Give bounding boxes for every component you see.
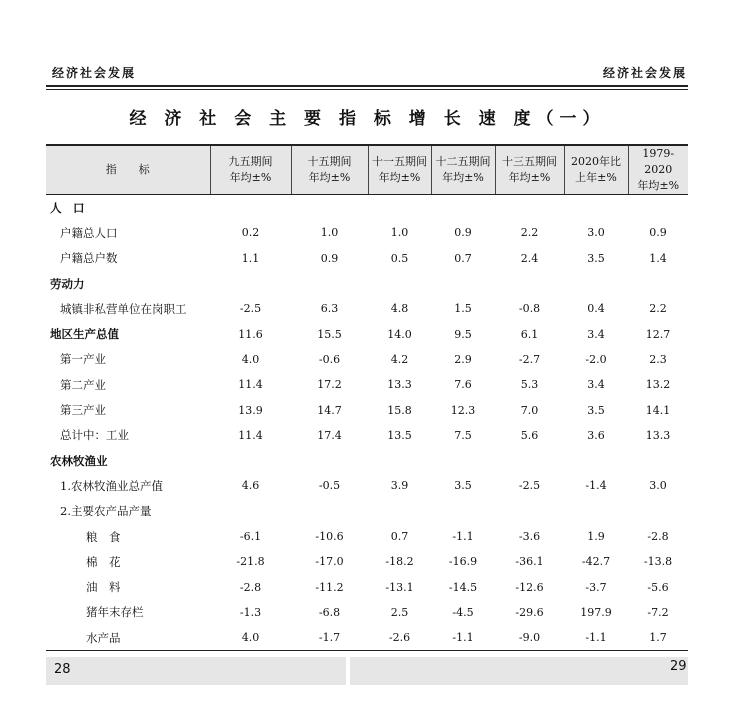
table-row xyxy=(46,448,688,473)
table-cell: 2.3 xyxy=(649,352,667,366)
table-cell: -11.2 xyxy=(315,580,344,594)
table-cell: -13.1 xyxy=(385,580,414,594)
column-header-line: 年均±% xyxy=(229,171,272,184)
table-cell: -7.2 xyxy=(647,605,669,619)
table-cell xyxy=(210,499,291,524)
table-cell: -16.9 xyxy=(448,555,478,569)
table-cell: -2.0 xyxy=(585,352,607,366)
table-cell xyxy=(291,271,368,296)
table-cell: 2.2 xyxy=(649,302,667,316)
header-rule-top xyxy=(46,85,688,87)
table-cell: 13.5 xyxy=(387,428,412,442)
table-cell: -3.7 xyxy=(585,580,607,594)
table-row xyxy=(46,397,688,422)
table-cell xyxy=(368,499,431,524)
column-header-line: 九五期间 xyxy=(228,155,273,168)
table-cell: -1.1 xyxy=(564,625,628,651)
table-row xyxy=(46,549,688,574)
table-cell: 11.4 xyxy=(238,428,263,442)
table-cell: -0.8 xyxy=(518,302,541,316)
table-cell: 4.2 xyxy=(390,352,409,366)
table-cell: -3.6 xyxy=(518,530,541,543)
table-cell: 14.7 xyxy=(317,403,342,417)
row-label: 第二产业 xyxy=(60,377,106,392)
footer-band-right xyxy=(350,657,688,685)
table-cell: -14.5 xyxy=(448,580,478,594)
footer-band-left xyxy=(46,657,346,685)
table-header xyxy=(46,145,688,195)
table-cell: -13.8 xyxy=(643,555,673,569)
table-cell: 2.9 xyxy=(454,352,472,366)
table-cell: 1.7 xyxy=(628,625,688,651)
table-cell: 12.7 xyxy=(645,327,671,341)
indicator-table xyxy=(46,144,688,651)
table-cell: 13.9 xyxy=(238,403,263,417)
table-cell: 9.5 xyxy=(454,327,472,341)
table-cell: -17.0 xyxy=(315,555,344,569)
table-cell: 1.1 xyxy=(241,251,260,265)
table-row xyxy=(46,296,688,321)
table-cell: 11.6 xyxy=(238,327,263,341)
table-row xyxy=(46,625,688,651)
table-cell xyxy=(628,271,688,296)
row-label: 水产品 xyxy=(46,625,210,651)
table-cell: 197.9 xyxy=(580,605,612,619)
table-cell: -2.6 xyxy=(368,625,431,651)
table-cell: -2.7 xyxy=(518,352,541,366)
table-cell: -2.5 xyxy=(239,302,262,316)
row-label: 第一产业 xyxy=(60,352,106,367)
table-cell: -21.8 xyxy=(236,555,265,569)
row-label: 户籍总户数 xyxy=(60,251,118,266)
header-rule-bottom xyxy=(46,89,688,90)
table-cell: 2.4 xyxy=(520,251,539,265)
table-cell xyxy=(495,195,564,221)
table-cell: -6.8 xyxy=(318,605,341,619)
table-cell xyxy=(291,195,368,221)
column-header-line: 十一五期间 xyxy=(372,155,427,168)
table-cell xyxy=(210,195,291,221)
table-cell: 2.2 xyxy=(520,226,539,240)
table-cell: 0.9 xyxy=(320,251,339,265)
table-row xyxy=(46,246,688,271)
table-cell xyxy=(495,448,564,473)
table-cell: 6.1 xyxy=(520,327,539,341)
table-row xyxy=(46,574,688,599)
table-cell xyxy=(210,271,291,296)
table-cell: 15.8 xyxy=(387,403,412,417)
table-cell: 3.5 xyxy=(587,251,605,265)
table-cell: -5.6 xyxy=(647,580,669,594)
table-cell: 3.5 xyxy=(587,403,605,417)
table-cell: 0.7 xyxy=(454,251,472,265)
row-label: 第三产业 xyxy=(60,403,106,418)
table-cell: 4.6 xyxy=(241,479,260,493)
column-header-0 xyxy=(46,145,210,195)
table-cell: 2.5 xyxy=(390,605,409,619)
column-header-7 xyxy=(628,145,688,195)
table-cell xyxy=(368,195,431,221)
table-cell: 3.4 xyxy=(587,378,605,392)
table-cell: -1.1 xyxy=(452,530,474,543)
table-cell: -6.1 xyxy=(239,530,262,543)
table-cell: 3.0 xyxy=(587,226,605,240)
table-cell xyxy=(291,499,368,524)
column-header-6 xyxy=(564,145,628,195)
table-cell: -42.7 xyxy=(581,555,611,569)
table-row xyxy=(46,524,688,549)
table-cell: 17.2 xyxy=(317,378,342,392)
table-cell: 4.8 xyxy=(390,302,409,316)
table-cell: 3.6 xyxy=(587,428,605,442)
table-row xyxy=(46,347,688,372)
table-cell: -9.0 xyxy=(495,625,564,651)
running-header-right: 经济社会发展 xyxy=(602,66,687,80)
table-cell: 1.9 xyxy=(587,530,605,543)
table-cell: 14.1 xyxy=(645,403,671,417)
table-cell xyxy=(368,271,431,296)
table-cell: 17.4 xyxy=(317,428,342,442)
table-cell: -29.6 xyxy=(515,605,544,619)
table-cell: 1.0 xyxy=(390,226,409,240)
table-cell: -4.5 xyxy=(452,605,474,619)
row-label: 总计中：工业 xyxy=(60,428,129,443)
table-cell xyxy=(564,448,628,473)
row-label: 城镇非私营单位在岗职工 xyxy=(60,301,187,316)
table-cell xyxy=(431,195,495,221)
table-cell: 0.5 xyxy=(390,251,409,265)
table-cell: 0.4 xyxy=(587,302,605,316)
table-cell xyxy=(431,448,495,473)
column-header-2 xyxy=(291,145,368,195)
table-cell: -2.8 xyxy=(647,530,669,543)
column-header-5 xyxy=(495,145,564,195)
table-body xyxy=(46,195,688,651)
table-cell xyxy=(564,271,628,296)
table-cell: -1.1 xyxy=(431,625,495,651)
column-header-line: 1979-2020 xyxy=(642,147,675,176)
column-header-line: 年均±% xyxy=(508,171,551,184)
table-cell: -36.1 xyxy=(515,555,544,569)
table-cell: -12.6 xyxy=(515,580,544,594)
column-header-3 xyxy=(368,145,431,195)
column-header-line: 年均±% xyxy=(442,171,484,184)
header-row xyxy=(46,145,688,195)
table-cell: 5.6 xyxy=(520,428,539,442)
row-label: 地区生产总值 xyxy=(50,327,119,342)
table-cell: 6.3 xyxy=(320,302,339,316)
column-header-line: 十三五期间 xyxy=(502,155,557,168)
column-header-line: 年均±% xyxy=(308,171,351,184)
column-header-line: 年均±% xyxy=(637,179,680,192)
table-cell: 3.9 xyxy=(390,479,409,493)
table-cell: -10.6 xyxy=(315,530,344,543)
table-cell xyxy=(564,195,628,221)
table-cell: -18.2 xyxy=(385,555,414,569)
column-header-line: 2020年比 xyxy=(571,155,621,168)
table-cell: 13.3 xyxy=(387,378,412,392)
row-label: 人 口 xyxy=(50,200,85,215)
table-cell: -2.8 xyxy=(239,580,262,594)
table-cell xyxy=(495,499,564,524)
table-cell: 0.9 xyxy=(454,226,472,240)
table-cell xyxy=(628,195,688,221)
row-label: 棉 花 xyxy=(86,554,121,569)
table-row xyxy=(46,321,688,346)
table-row xyxy=(46,195,688,221)
table-cell: 12.3 xyxy=(450,403,476,417)
table-cell: 13.2 xyxy=(645,378,671,392)
table-cell: 5.3 xyxy=(520,378,539,392)
table-cell: 11.4 xyxy=(238,378,263,392)
row-label: 1.农林牧渔业总产值 xyxy=(60,478,163,493)
table-cell xyxy=(564,499,628,524)
column-header-line: 年均±% xyxy=(378,171,421,184)
row-label: 2.主要农产品产量 xyxy=(60,504,152,519)
table-cell: 3.0 xyxy=(649,479,667,493)
row-label: 油 料 xyxy=(86,580,121,595)
table-title: 经 济 社 会 主 要 指 标 增 长 速 度（一） xyxy=(129,109,606,129)
table-cell: 4.0 xyxy=(241,352,260,366)
table-cell: 14.0 xyxy=(387,327,412,341)
column-header-1 xyxy=(210,145,291,195)
page-number-left: 28 xyxy=(54,662,71,677)
table-cell: 1.5 xyxy=(454,302,472,316)
table-cell: 1.0 xyxy=(320,226,339,240)
table-cell xyxy=(368,448,431,473)
column-header-line: 十五期间 xyxy=(307,155,352,168)
table-cell: -0.5 xyxy=(318,479,341,493)
table-cell: 7.6 xyxy=(454,378,472,392)
row-label: 粮 食 xyxy=(86,529,121,544)
table-cell: 0.7 xyxy=(390,530,409,543)
table-cell: 0.2 xyxy=(241,226,260,240)
table-cell: 4.0 xyxy=(210,625,291,651)
table-cell: 13.3 xyxy=(645,428,671,442)
row-label: 农林牧渔业 xyxy=(50,453,108,468)
column-header-line: 指 标 xyxy=(105,163,150,176)
column-header-line: 上年±% xyxy=(575,171,617,184)
table-cell xyxy=(431,271,495,296)
table-cell: 7.0 xyxy=(520,403,539,417)
table-cell: -1.4 xyxy=(585,479,607,493)
table-cell xyxy=(210,448,291,473)
column-header-line: 十二五期间 xyxy=(435,155,491,168)
table-row xyxy=(46,271,688,296)
table-row xyxy=(46,423,688,448)
table-cell: 1.4 xyxy=(649,251,667,265)
column-header-4 xyxy=(431,145,495,195)
table-cell: 7.5 xyxy=(454,428,472,442)
table-cell: -2.5 xyxy=(518,479,541,493)
running-header-left: 经济社会发展 xyxy=(52,66,137,80)
table-row xyxy=(46,499,688,524)
table-cell xyxy=(495,271,564,296)
table-row xyxy=(46,372,688,397)
table-cell: -1.3 xyxy=(239,605,262,619)
table-cell xyxy=(628,499,688,524)
table-cell: 0.9 xyxy=(649,226,667,240)
table-cell: 3.4 xyxy=(587,327,605,341)
table-cell xyxy=(291,448,368,473)
table-cell: 3.5 xyxy=(454,479,472,493)
table-cell xyxy=(628,448,688,473)
table-cell: -1.7 xyxy=(291,625,368,651)
row-label: 劳动力 xyxy=(50,276,85,291)
table-cell xyxy=(431,499,495,524)
table-cell: 15.5 xyxy=(317,327,342,341)
row-label: 户籍总人口 xyxy=(60,225,118,240)
table-cell: -0.6 xyxy=(318,352,341,366)
table-row xyxy=(46,600,688,625)
table-row xyxy=(46,220,688,245)
table-row xyxy=(46,473,688,498)
row-label: 猪年末存栏 xyxy=(86,605,144,620)
page-number-right: 29 xyxy=(670,659,687,674)
